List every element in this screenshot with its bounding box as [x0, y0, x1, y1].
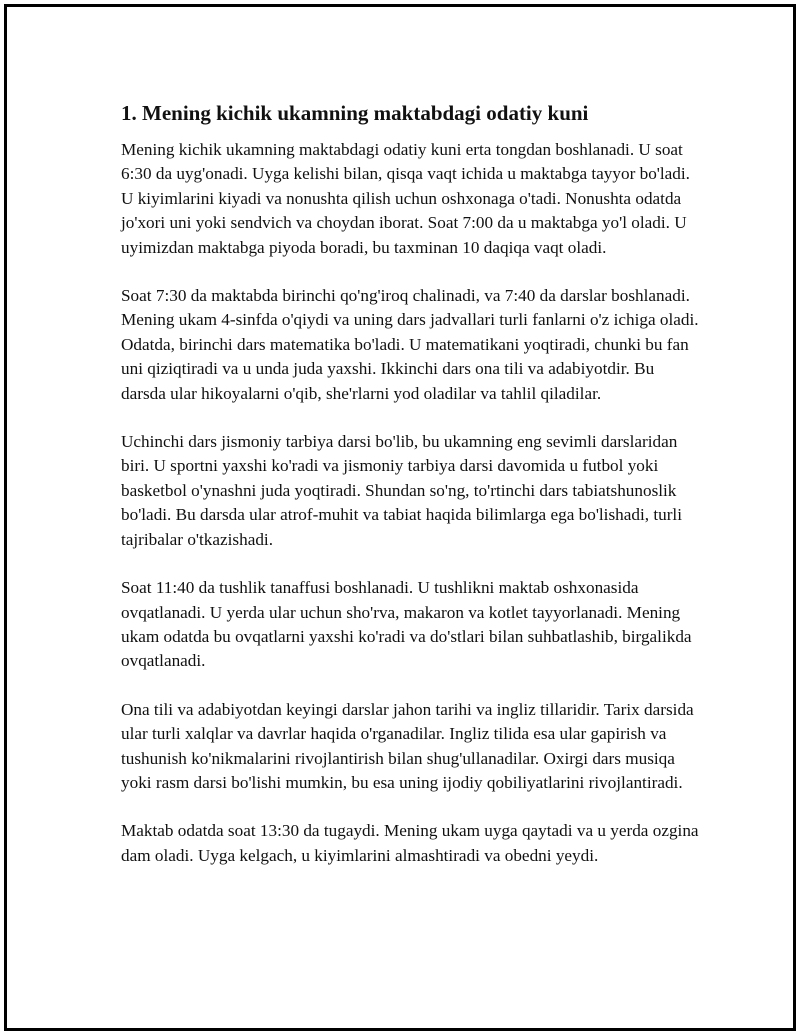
paragraph-4: Soat 11:40 da tushlik tanaffusi boshlanadi. U tushlikni maktab oshxonasida ovqatlanadi. U yerda ular uchun sho'rva, makaron va kotlet tayyorlanadi. Mening ukam odatda bu ovqatlarni yaxshi ko'radi va do'stlari bilan suhbatlashib, birgalikda ovqatlanadi. — [121, 578, 692, 671]
paragraph-1: Mening kichik ukamning maktabdagi odatiy kuni erta tongdan boshlanadi. U soat 6:30 da uyg'onadi. Uyga kelishi bilan, qisqa vaqt ichida u maktabga tayyor bo'ladi. U kiyimlarini kiyadi va nonushta qilish uchun oshxonaga o'tadi. Nonushta odatda jo'xori uni yoki sendvich va choydan iborat. Soat 7:00 da u maktabga yo'l oladi. U uyimizdan maktabga piyoda boradi, bu taxminan 10 daqiqa vaqt oladi. — [121, 140, 690, 257]
page-border — [4, 4, 796, 1031]
paragraph-5: Ona tili va adabiyotdan keyingi darslar jahon tarihi va ingliz tillaridir. Tarix darsida ular turli xalqlar va davrlar haqida o'rganadilar. Ingliz tilida esa ular gapirish va tushunish ko'nikmalarini rivojlantirish bilan shug'ullanadilar. Oxirgi dars musiqa yoki rasm darsi bo'lishi mumkin, bu esa uning ijodiy qobiliyatlarini rivojlantiradi. — [121, 699, 694, 792]
paragraph-3: Uchinchi dars jismoniy tarbiya darsi bo'lib, bu ukamning eng sevimli darslaridan biri. U sportni yaxshi ko'radi va jismoniy tarbiya darsi davomida u futbol yoki basketbol o'ynashni juda yoqtiradi. Shundan so'ng, to'rtinchi dars tabiatshunoslik bo'ladi. Bu darsda ular atrof-muhit va tabiat haqida bilimlarga ega bo'lishadi, turli tajribalar o'tkazishadi. — [121, 432, 682, 549]
paragraph-2: Soat 7:30 da maktabda birinchi qo'ng'iroq chalinadi, va 7:40 da darslar boshlanadi. Mening ukam 4-sinfda o'qiydi va uning dars jadvallari turli fanlarni o'z ichiga oladi. Odatda, birinchi dars matematika bo'ladi. U matematikani yoqtiradi, chunki bu fan uni qiziqtiradi va u unda juda yaxshi. Ikkinchi dars ona tili va adabiyotdir. Bu darsda ular hikoyalarni o'qib, she'rlarni yod oladilar va tahlil qiladilar. — [121, 286, 699, 403]
paragraph-6: Maktab odatda soat 13:30 da tugaydi. Mening ukam uyga qaytadi va u yerda ozgina dam oladi. Uyga kelgach, u kiyimlarini almashtiradi va obedni yeydi. — [121, 821, 699, 865]
document-body — [121, 100, 701, 892]
document-title: 1. Mening kichik ukamning maktabdagi odatiy kuni — [121, 101, 589, 125]
